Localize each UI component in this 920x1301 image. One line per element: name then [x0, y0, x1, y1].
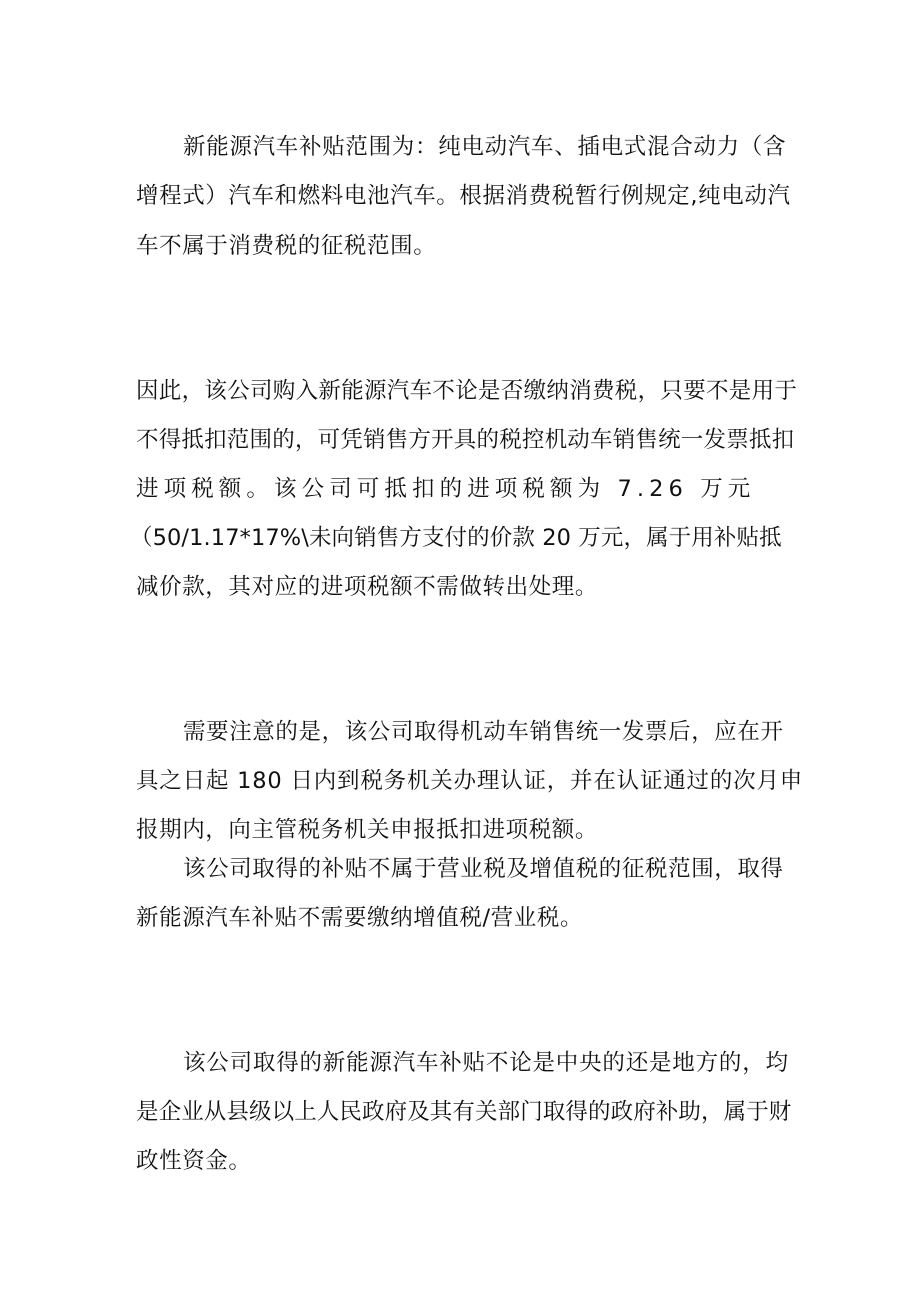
text-line: 需要注意的是，该公司取得机动车销售统一发票后，应在开 — [183, 719, 784, 745]
text-line: 是企业从县级以上人民政府及其有关部门取得的政府补助，属于财 — [136, 1099, 792, 1125]
text-line: 增程式）汽车和燃料电池汽车。根据消费税暂行例规定,纯电动汽 — [136, 183, 791, 209]
text-line: 该公司取得的新能源汽车补贴不论是中央的还是地方的，均 — [183, 1050, 789, 1076]
text-line: 报期内，向主管税务机关申报抵扣进项税额。 — [136, 817, 599, 843]
text-line: 新能源汽车补贴不需要缴纳增值税/营业税。 — [136, 905, 584, 931]
text-line: 具之日起 180 日内到税务机关办理认证，并在认证通过的次月申 — [136, 768, 804, 794]
text-line: 该公司取得的补贴不属于营业税及增值税的征税范围，取得 — [183, 856, 784, 882]
text-line: 政性资金。 — [136, 1148, 252, 1174]
text-line: 进项税额。该公司可抵扣的进项税额为 7.26 万元 — [136, 476, 756, 502]
text-line: 车不属于消费税的征税范围。 — [136, 233, 437, 259]
text-line: （50/1.17*17%\未向销售方支付的价款 20 万元，属于用补贴抵 — [130, 525, 782, 551]
text-line: 新能源汽车补贴范围为：纯电动汽车、插电式混合动力（含 — [183, 134, 787, 160]
text-line: 减价款，其对应的进项税额不需做转出处理。 — [136, 574, 599, 600]
text-line: 因此，该公司购入新能源汽车不论是否缴纳消费税，只要不是用于 — [136, 378, 798, 404]
text-line: 不得抵扣范围的，可凭销售方开具的税控机动车销售统一发票抵扣 — [136, 427, 795, 453]
